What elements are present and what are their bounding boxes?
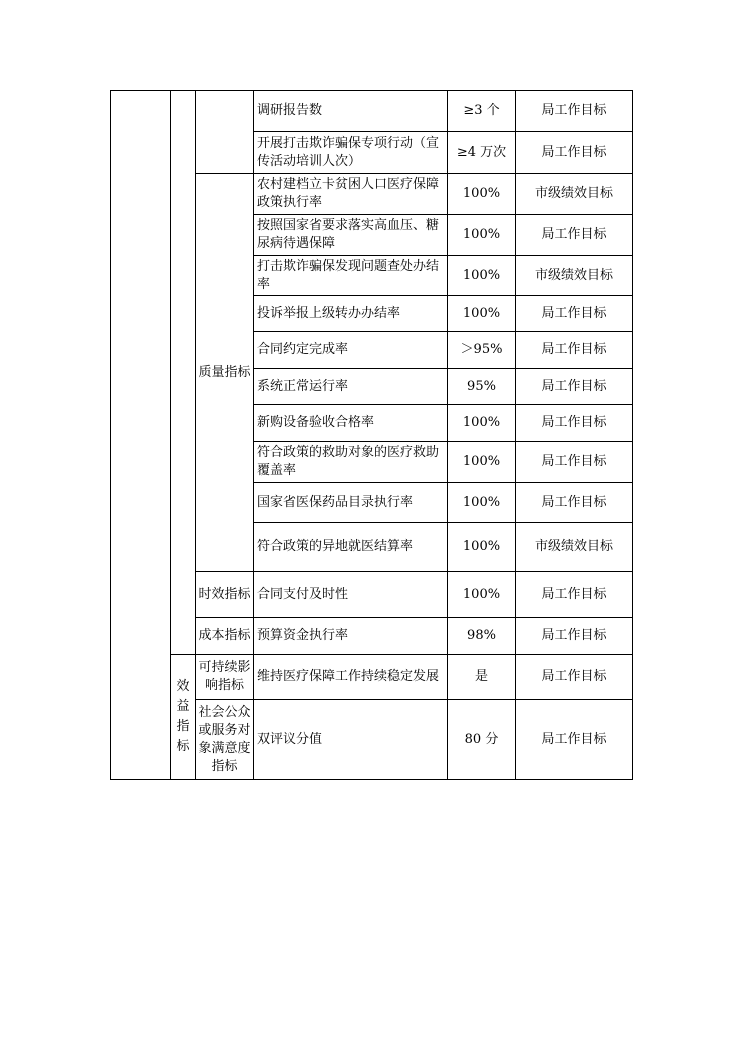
target-value-cell: 80 分 [448,700,516,780]
target-value-cell: 100% [448,256,516,296]
table-row [111,91,633,132]
indicator-cell: 投诉举报上级转办办结率 [254,296,448,332]
benefit-indicator-label [171,655,196,780]
quality-indicator-label: 质量指标 [196,174,254,572]
target-value-cell: 98% [448,618,516,655]
target-source-cell: 局工作目标 [516,572,633,618]
indicator-cell: 符合政策的救助对象的医疗救助覆盖率 [254,442,448,483]
target-value-cell: 100% [448,174,516,215]
target-value-cell: 100% [448,296,516,332]
timeliness-indicator-label: 时效指标 [196,572,254,618]
benefit-indicator-text: 效益指标 [176,679,190,754]
target-source-cell: 局工作目标 [516,405,633,442]
target-source-cell: 局工作目标 [516,483,633,523]
blank-level2-cell [196,91,254,174]
target-source-cell: 局工作目标 [516,91,633,132]
indicator-cell: 开展打击欺诈骗保专项行动（宣传活动培训人次） [254,132,448,174]
target-value-cell: ≥3 个 [448,91,516,132]
indicator-cell: 调研报告数 [254,91,448,132]
sustainable-indicator-label [196,655,254,700]
target-value-cell: 100% [448,523,516,572]
target-source-cell: 局工作目标 [516,618,633,655]
target-source-cell: 局工作目标 [516,655,633,700]
indicator-cell: 预算资金执行率 [254,618,448,655]
indicator-cell: 国家省医保药品目录执行率 [254,483,448,523]
indicator-cell: 打击欺诈骗保发现问题查处办结率 [254,256,448,296]
target-value-cell: 是 [448,655,516,700]
indicator-cell: 维持医疗保障工作持续稳定发展 [254,655,448,700]
target-value-cell: 95% [448,369,516,405]
sustainable-indicator-text: 可持续影响指标 [198,660,251,693]
target-source-cell: 局工作目标 [516,700,633,780]
indicator-cell: 双评议分值 [254,700,448,780]
target-source-cell: 局工作目标 [516,332,633,369]
indicator-cell: 合同支付及时性 [254,572,448,618]
target-value-cell: 100% [448,483,516,523]
target-value-cell: 100% [448,442,516,483]
indicator-cell: 按照国家省要求落实高血压、糖尿病待遇保障 [254,215,448,256]
target-value-cell: 100% [448,215,516,256]
target-source-cell: 市级绩效目标 [516,256,633,296]
target-source-cell: 市级绩效目标 [516,174,633,215]
blank-category-cell [111,91,171,780]
table-row [111,655,633,700]
target-value-cell: ＞95% [448,332,516,369]
target-value-cell: 100% [448,405,516,442]
target-value-cell: 100% [448,572,516,618]
target-source-cell: 局工作目标 [516,369,633,405]
indicator-cell: 农村建档立卡贫困人口医疗保障政策执行率 [254,174,448,215]
indicator-cell: 合同约定完成率 [254,332,448,369]
satisfaction-indicator-label [196,700,254,780]
target-source-cell: 局工作目标 [516,132,633,174]
indicator-cell: 系统正常运行率 [254,369,448,405]
cost-indicator-label: 成本指标 [196,618,254,655]
target-value-cell: ≥4 万次 [448,132,516,174]
indicator-cell: 符合政策的异地就医结算率 [254,523,448,572]
target-source-cell: 局工作目标 [516,215,633,256]
target-source-cell: 局工作目标 [516,442,633,483]
target-source-cell: 市级绩效目标 [516,523,633,572]
satisfaction-indicator-text: 社会公众或服务对象满意度指标 [198,704,251,774]
target-source-cell: 局工作目标 [516,296,633,332]
performance-indicator-table [110,90,633,780]
blank-level1-cell [171,91,196,655]
indicator-cell: 新购设备验收合格率 [254,405,448,442]
